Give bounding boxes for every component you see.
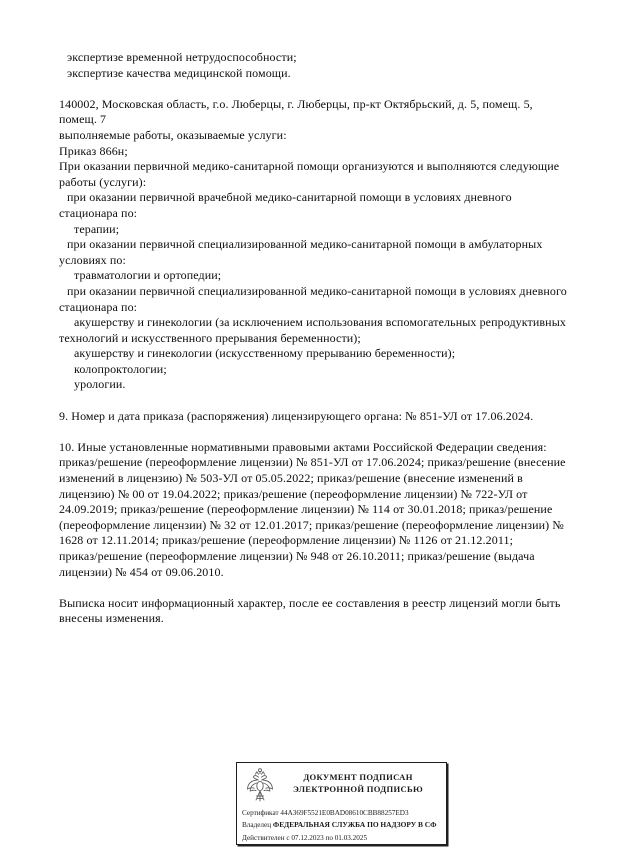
stamp-title-line2: ЭЛЕКТРОННОЙ ПОДПИСЬЮ bbox=[293, 783, 423, 794]
stamp-header bbox=[242, 767, 441, 805]
text-line: травматологии и ортопедии; bbox=[74, 268, 222, 283]
text-line: терапии; bbox=[74, 221, 120, 236]
text-line: 10. Иные установленные нормативными правовыми актами Российской Федерации сведения: bbox=[59, 439, 547, 454]
blank-line bbox=[59, 393, 589, 409]
certificate-number bbox=[242, 807, 441, 819]
text-line: работы (услуги): bbox=[59, 174, 147, 189]
text-line: акушерству и гинекологии (искусственному прерыванию беременности); bbox=[74, 346, 456, 361]
stamp-title bbox=[275, 772, 441, 795]
owner-value: ФЕДЕРАЛЬНАЯ СЛУЖБА ПО НАДЗОРУ В СФ bbox=[272, 820, 437, 830]
text-line: при оказании первичной специализированной медико-санитарной помощи в условиях дневного bbox=[67, 283, 567, 298]
validity-period: Действителен с 07.12.2023 по 01.03.2025 bbox=[242, 833, 368, 842]
text-line: урологии. bbox=[74, 377, 126, 392]
text-line: акушерству и гинекологии (за исключением использования вспомогательных репродуктивных bbox=[74, 315, 566, 330]
text-line: стационара по: bbox=[59, 299, 138, 314]
blank-line bbox=[59, 580, 589, 596]
text-line: Приказ 866н; bbox=[59, 143, 128, 158]
text-line: стационара по: bbox=[59, 205, 138, 220]
text-line: изменений в лицензию) № 503-УЛ от 05.05.2022; приказ/решение (внесение изменений в bbox=[59, 471, 523, 486]
owner-label: Владелец bbox=[242, 821, 272, 830]
document-body bbox=[59, 50, 589, 627]
text-line: выполняемые работы, оказываемые услуги: bbox=[59, 127, 287, 142]
text-line: приказ/решение (переоформление лицензии) № 948 от 26.10.2011; приказ/решение (выдача bbox=[59, 549, 535, 563]
text-line: При оказании первичной медико-санитарной помощи организуются и выполняются следующие bbox=[59, 159, 560, 174]
blank-line bbox=[59, 424, 589, 440]
certificate-label: Сертификат bbox=[242, 809, 279, 817]
text-line: экспертизе временной нетрудоспособности; bbox=[67, 50, 297, 64]
text-line: условиях по: bbox=[59, 252, 126, 267]
text-line: экспертизе качества медицинской помощи. bbox=[67, 65, 291, 80]
text-line: Выписка носит информационный характер, после ее составления в реестр лицензий могли быть bbox=[59, 595, 561, 610]
text-line: внесены изменения. bbox=[59, 611, 164, 626]
text-line: помещ. 7 bbox=[59, 112, 107, 127]
text-line: 140002, Московская область, г.о. Люберцы, г. Люберцы, пр-кт Октябрьский, д. 5, помещ. 5, bbox=[59, 96, 533, 111]
blank-line bbox=[59, 81, 589, 97]
certificate-value: 44A369F5521E0BAD08610CBB88257ED3 bbox=[280, 809, 409, 817]
coat-of-arms-icon bbox=[245, 767, 275, 805]
certificate-owner bbox=[242, 819, 441, 832]
text-line: 24.09.2019; приказ/решение (переоформление лицензии) № 114 от 30.01.2018; приказ/решение bbox=[59, 502, 553, 517]
text-line: технологий и искусственного прерывания беременности); bbox=[59, 330, 361, 345]
text-line: при оказании первичной специализированной медико-санитарной помощи в амбулаторных bbox=[67, 237, 543, 252]
text-line: лицензии) № 454 от 09.06.2010. bbox=[59, 564, 224, 579]
text-line: лицензию) № 00 от 19.04.2022; приказ/решение (переоформление лицензии) № 722-УЛ от bbox=[59, 486, 528, 501]
text-line: колопроктологии; bbox=[74, 361, 167, 376]
signature-stamp bbox=[236, 762, 447, 845]
stamp-details bbox=[242, 807, 441, 844]
text-line: приказ/решение (переоформление лицензии) № 851-УЛ от 17.06.2024; приказ/решение (внесение bbox=[59, 455, 566, 470]
text-line: 1628 от 12.11.2014; приказ/решение (переоформление лицензии) № 1126 от 21.12.2011; bbox=[59, 533, 514, 548]
text-line: 9. Номер и дата приказа (распоряжения) лицензирующего органа: № 851-УЛ от 17.06.2024. bbox=[59, 408, 534, 423]
text-line: при оказании первичной врачебной медико-санитарной помощи в условиях дневного bbox=[67, 190, 512, 205]
stamp-title-line1: ДОКУМЕНТ ПОДПИСАН bbox=[303, 772, 413, 782]
text-line: (переоформление лицензии) № 32 от 12.01.2017; приказ/решение (переоформление лицензии) № bbox=[59, 517, 564, 532]
